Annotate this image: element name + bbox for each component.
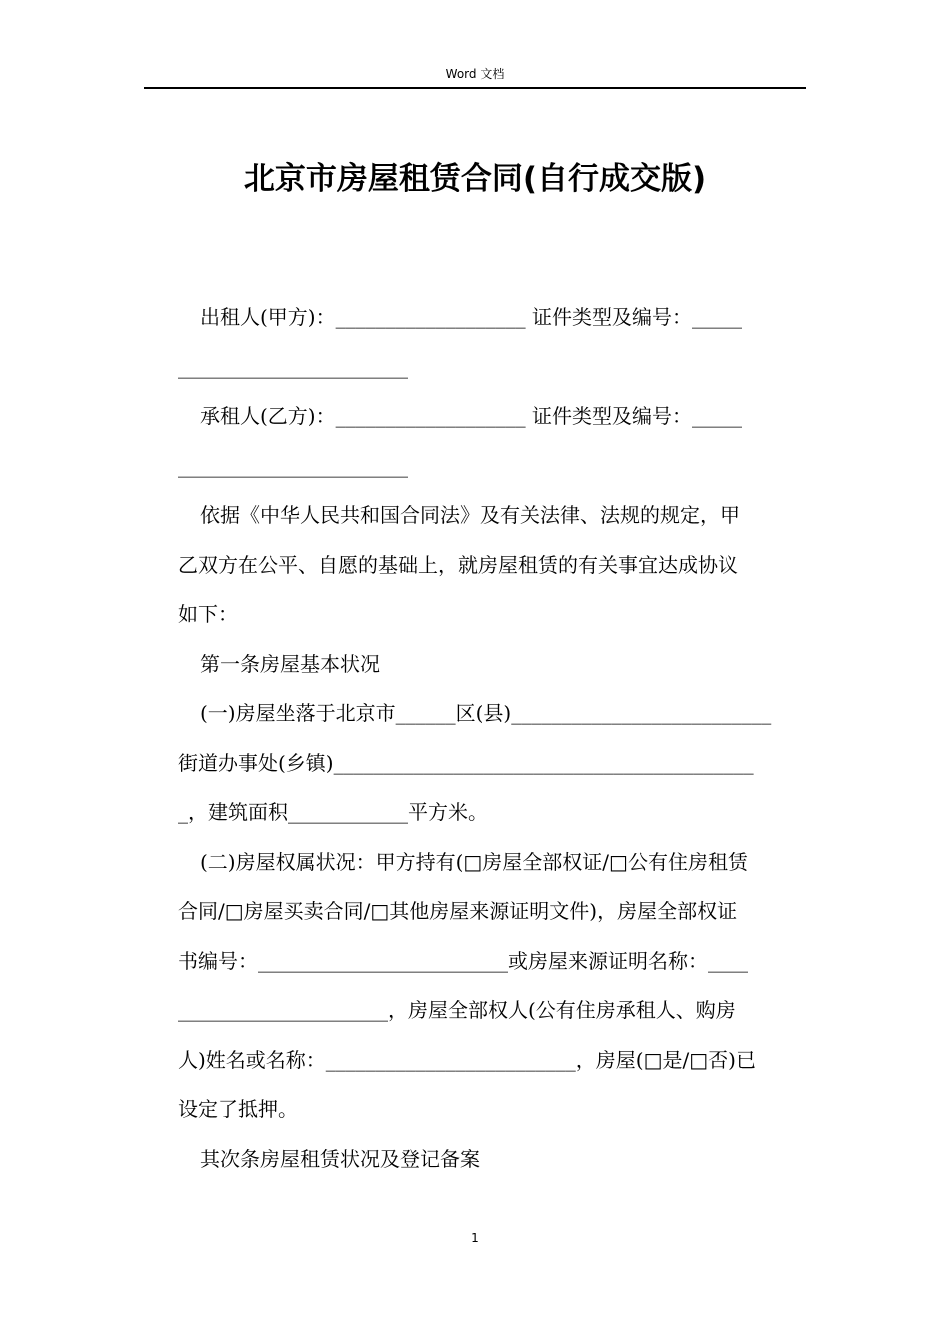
- article-1-heading: 第一条房屋基本状况: [200, 651, 380, 676]
- body-line-lessor-id-cont: _______________________: [178, 354, 408, 379]
- body-line-location-3: _，建筑面积____________平方米。: [178, 800, 488, 824]
- body-line-location-1: (一)房屋坐落于北京市______区(县)__________________________: [200, 701, 772, 725]
- body-line-ownership-2: 合同/□房屋买卖合同/□其他房屋来源证明文件)，房屋全部权证: [178, 899, 738, 923]
- body-line-ownership-4: _____________________，房屋全部权人(公有住房承租人、购房: [178, 998, 736, 1022]
- body-line-location-2: 街道办事处(乡镇)__________________________________________: [178, 750, 754, 775]
- body-line-ownership-3: 书编号：_________________________或房屋来源证明名称：____: [178, 948, 748, 973]
- header-divider: [144, 87, 806, 89]
- article-2-heading: 其次条房屋租赁状况及登记备案: [200, 1146, 480, 1171]
- body-line-ownership-6: 设定了抵押。: [178, 1097, 298, 1121]
- body-line-lessee: 承租人(乙方)：___________________ 证件类型及编号：_____: [200, 404, 742, 428]
- page-header: Word 文档: [445, 67, 505, 81]
- body-line-preamble-2: 乙双方在公平、自愿的基础上，就房屋租赁的有关事宜达成协议: [178, 552, 738, 577]
- body-line-lessor: 出租人(甲方)：___________________ 证件类型及编号：_____: [200, 305, 742, 329]
- body-line-preamble-3: 如下：: [178, 602, 238, 626]
- document-body: [178, 293, 804, 1184]
- body-line-preamble-1: 依据《中华人民共和国合同法》及有关法律、法规的规定，甲: [200, 503, 740, 527]
- body-line-ownership-5: 人)姓名或名称：_________________________，房屋(□是/□否)已: [178, 1047, 756, 1072]
- body-line-lessee-id-cont: _______________________: [178, 453, 408, 478]
- body-line-ownership-1: (二)房屋权属状况：甲方持有(□房屋全部权证/□公有住房租赁: [200, 849, 748, 874]
- document-title: 北京市房屋租赁合同(自行成交版): [243, 161, 707, 197]
- page-number: 1: [471, 1231, 479, 1245]
